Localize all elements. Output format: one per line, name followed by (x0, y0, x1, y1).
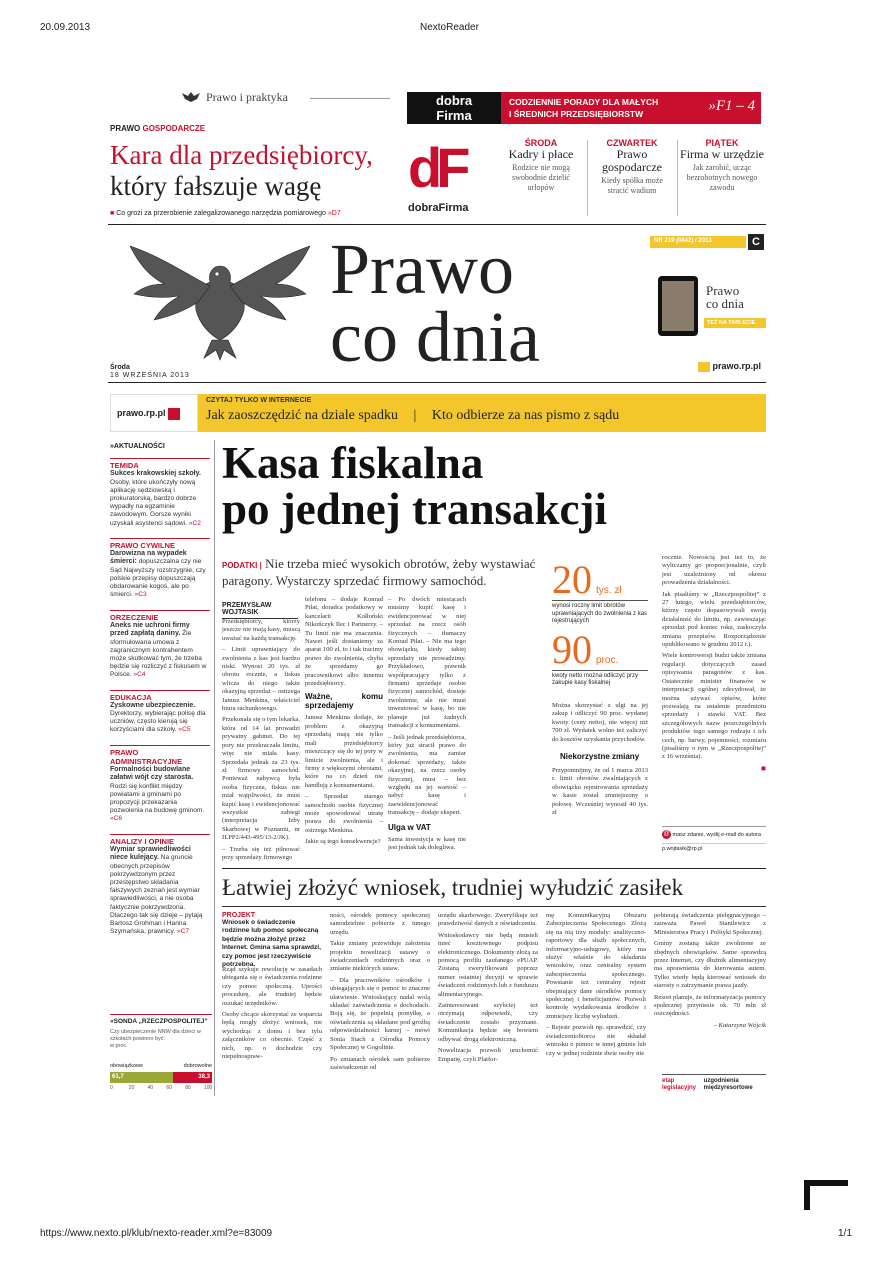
paragraph: Sama inwestycja w kasę nie jest jednak tak dolegliwa. (388, 835, 466, 852)
paragraph: Janusz Menkina dodaje, że problem z okazyjną sprzedażą mają nie tylko mali przedsiębiorcy mieszczący się do tej pory w limicie zwolnienia, ale i firmy z większymi obrotami, które na co dzień nie handlują z konsumentami. (305, 714, 383, 789)
paragraph: – Sprzedaż starego samochodu osobie fizycznej może spowodować utratę prawa do zwolnienia – ostrzega Menkina. (305, 793, 383, 834)
section-logo: Prawo i praktyka (180, 88, 340, 106)
paragraph: Przekonała się o tym lekarka, która od 14 lat prowadzi prywatny gabinet. Do tej pory nie przekraczała limitu, więc nie miała kasy. Sprzedała jednak za 23 tys. zł firmowy samochód. Ponieważ nabywcą była osoba fizyczna, fiskus nie miał wątpliwości, że musi kupić kasę i ewidencjonować wszystkie zabiegi (interpretacja Izby Skarbowej w Poznaniu, nr ILPP2/443-495/13-2/JK). (222, 716, 300, 842)
eagle-emblem-icon (120, 236, 320, 362)
issue-date: 18 WRZEŚNIA 2013 (110, 372, 190, 379)
tablet-title: Prawo co dnia (706, 283, 744, 311)
sidebar-news-item[interactable] (110, 538, 210, 600)
second-lead: PROJEKT Wniosek o świadczenie rodzinne lub pomoc społeczną będzie można złożyć przez Internet. Gmina sama sprawdzi, czy pomoc jest rzeczywiście potrzebna. (222, 912, 321, 969)
promo-teaser: ■ Co grozi za przerobienie zalegalizowanego narzędzia pomiarowego »D7 (110, 210, 341, 217)
paragraph: – Jeśli jednak przedsiębiorca, który już stracił prawo do zwolnienia, ma zamiar dokonać sprzedaży, także okazyjnej, na rzecz osoby fizycznej, musi – bez względu na jej wartość – nabyć kasę i zaewidencjonować transakcję – dodaje ekspert. (388, 733, 466, 817)
second-col-5: pobierają świadczenia pielęgnacyjnego – zauważa Paweł Stanilewicz z Ministerstwa Pracy i Polityki Społecznej. Gminy zostaną także zwolnione ze zbędnych obowiązków. Same sprawdzą przez Internet, czy dłużnik alimentacyjny ma uprawnienia do kierowania autem. Tylko wtedy będą kierować wniosek do starosty o zatrzymanie prawa jazdy. Resort planuje, że informatyzacja pomocy społecznej przyniesie ok. 70 mln zł oszczędności. – Katarzyna Wójcik (654, 912, 766, 1029)
paragraph: – Limit uprawniający do zwolnienia z kas jest bardzo niski. Wynosi 20 tys. zł obrotu rocznie, a fiskus wlicza do niego także okazyjną sprzedaż – ostrzega Janusz Menkina, właściciel biura rachunkowego. (222, 646, 300, 713)
author-contact[interactable]: @ masz zdanie, wyślij e-mail do autora p.wojtasik@rp.pl (662, 826, 766, 852)
paragraph: ności, ośrodek pomocy społecznej samodzielnie pobierze z innego urzędu. (330, 912, 430, 936)
sidebar-ref: »C3 (134, 591, 147, 599)
dobra-firma-badge: dobra Firma (407, 92, 501, 124)
sidebar-text: Dyrektorzy, wybierając polisę dla uczniów, często kierują się korzyściami dla szkoły. (110, 710, 206, 734)
internet-link[interactable]: Kto odbierze za nas pismo z sądu (431, 408, 620, 423)
main-deck: PODATKI | Nie trzeba mieć wysokich obrotów, żeby wystawiać paragony. Wystarczy sprzedać firmowy samochód. (222, 556, 536, 588)
paragraph: Rząd szykuje rewolucję w zasadach ubiegania się o świadczenia rodzinne czy pomoc społeczną. Uprości procedurę, ale trudniej będzie oszukać urzędników. (222, 966, 322, 1007)
sidebar-head: Wymiar sprawiedliwości niece kulejący. (110, 845, 191, 862)
paragraph: – Rejestr pozwoli np. sprawdzić, czy świadczeniobiorca nie składał wniosku o pomoc w innej gminie lub czy w jednej rodzinie dwie osoby nie (546, 1024, 646, 1057)
legislative-stage: etap legislacyjny uzgodnienia międzyresortowe (662, 1074, 766, 1092)
poll-axis-tick: 20 (128, 1085, 135, 1091)
sidebar-tag: EDUKACJA (110, 690, 210, 702)
sidebar-news-item[interactable] (110, 690, 210, 735)
paragraph: Gminy zostaną także zwolnione ze zbędnych obowiązków. Same sprawdzą przez Internet, czy dłużnik alimentacyjny ma uprawnienia do kierowania autem. Tylko wtedy będą kierować wniosek do starosty o zatrzymanie prawa jazdy. (654, 940, 766, 990)
sidebar-news-item[interactable] (110, 745, 210, 824)
paragraph: mę Komunikacyjną Obszaru Zabezpieczenia Społecznego. Złożą się na nią trzy moduły: analityczno-raportowy dla służb społecznych, informacyjno-usługowy, który ma służyć właśnie do składania wniosków, oraz centralny system zabezpieczenia społecznego. Powstanie też centralny rejestr obejmujący dane ośrodków pomocy społecznej i beneficjantów. Pozwoli kontrolę wydatkowania środków i zmniejszy liczbę wyłudzeń. (546, 912, 646, 1020)
news-sidebar: »AKTUALNOŚCI TEMIDA Sukces krakowskiej szkoły. Osoby, które ukończyły nową aplikację sędziowską i prokuratorską, bardzo dobrze wypadły na egzaminie zawodowym. Gorsze wyniki uzyskali asystenci sądowi. »C2 PRAWO CYWILNE Darowizna na wypadek śmierci: dopuszczalna czy nie Sąd Najwyższy rozstrzygnie, czy polskie przepisy dopuszczają obdarowanie kogoś, ale po śmierci. »C3 ORZECZENIE Aneks nie uchroni firmy przed zapłatą daniny. Źle sformułowana umowa z zagranicznym kontrahentem może skutkować tym, że trzeba będzie się rozliczyć z fiskusem w Polsce. »C4 EDUKACJA Zyskowne ubezpieczenie. Dyrektorzy, wybierając polisę dla uczniów, często kierują się korzyściami dla szkoły. »C5 PRAWO ADMINISTRACYJNE Formalności budowlane załatwi wójt czy starosta. Rodzi się konflikt między powiatami a gminami po propozycji przekazania pozwolenia na budowę gminom. »C6 ANALIZY I OPINIE Wymiar sprawiedliwości niece kulejący. Na gruncie obecnych przepisów pokrzywdzonym przez przestępstwo składania fałszywych zeznań jest wymiar sprawiedliwości, a nie osoba faktycznie pokrzywdzona. Dlaczego tak się dzieje – pytają Bartosz Grohman i Hanna Szymańska, prawnicy. »C7 (110, 443, 210, 947)
sidebar-text: Źle sformułowana umowa z zagranicznym kontrahentem może skutkować tym, że trzeba będzie się rozliczyć z fiskusem w Polsce. (110, 630, 207, 679)
masthead-title-1: Prawo (330, 229, 514, 309)
poll-axis-tick: 40 (147, 1085, 154, 1091)
sidebar-head: Formalności budowlane załatwi wójt czy starosta. (110, 765, 194, 782)
poll-axis-tick: 100 (204, 1085, 213, 1091)
paragraph: Wiele kontrowersji budzi także zmiana regulacji dotyczących zasad opisywania paragonów z kas. Ostatecznie minister finansów w interpretacji ogólnej zdecydował, że można używać opisów, które pozwalają na ustalenie przedmiotu sprzedaży i stawki VAT. Bez szczegółowych nazw poszczególnych produktów tego samego rodzaju i ich cech, np. barwy, pojemności, rozmiaru (pisaliśmy o tym w „Rzeczpospolitej” z 16 września). (662, 652, 766, 761)
sidebar-tag: PRAWO ADMINISTRACYJNE (110, 745, 210, 766)
sidebar-tag: ORZECZENIE (110, 610, 210, 622)
tablet-icon (658, 276, 698, 336)
dobra-firma-banner[interactable]: CODZIENNIE PORADY DLA MAŁYCH I ŚREDNICH PRZEDSIĘBIORSTW »F1 – 4 (501, 92, 761, 124)
sidebar-head: Aneks nie uchroni firmy przed zapłatą daniny. (110, 621, 190, 638)
paragraph: Takie zmiany przewiduje założenia projektu nowelizacji ustawy o świadczeniach rodzinnych oraz o zmianie niektórych ustaw. (330, 940, 430, 973)
day-box[interactable]: ŚRODA Kadry i płace Rodzice nie mogą swobodnie dzielić urlopów (508, 138, 574, 192)
dobra-firma-logo-text: dobraFirma (408, 202, 469, 214)
main-col-4: Można skorzystać z ulgi na jej zakup i odliczyć 90 proc. wydanej kwoty (ceny netto), nie więcej niż 700 zł. Wydatek wolno też zaliczyć do kosztów uzyskania przychodów. Niekorzystne zmiany Przypomnijmy, że od 1 marca 2013 r. limit obrotów zwalniających z obowiązku rejestrowania sprzedaży w kasie został zmniejszony o połowę. Wcześniej wynosił 40 tys. zł (552, 702, 648, 817)
paragraph: Wnioskodawcy nie będą musieli mieć kosztownego podpisu elektronicznego. Dokumenty złożą za pomocą profilu zaufanego ePUAP. Zostaną zweryfikowani poprzez numer ostatniej decyzji w sprawie świadczeń rodzinnych lub z funduszu alimentacyjnego. (438, 931, 538, 998)
paragraph: – Po dwóch miesiącach musimy kupić kasę i ewidencjonować w niej sprzedaż na rzecz osób fizycznych – tłumaczy Konrad Piłat. – Nie ma tego obowiązku, kiedy takiej sprzedaży nie prowadzimy. Przykładowo, prawnik współpracujący tylko z firmami sprzedaje osobie fizycznej samochód, dostaje zwolnienie, ale nie musi inwestować w kasę, bo nie planuje już żadnych transakcji z konsumentami. (388, 596, 466, 730)
second-col-4 (546, 912, 646, 1061)
paragraph: telefonu – dodaje Konrad Piłat, doradca podatkowy w kancelarii Kołłoński Nikończyk Ilec i Partnerzy. – Tu limit nie ma znaczenia. Nawet jeśli dostaniemy za aparat 100 zł, to i tak tracimy prawo do zwolnienia, chyba że sprzedamy go pracownikowi albo innemu przedsiębiorcy. (305, 596, 383, 688)
paragraph: Przedsiębiorcy, którzy jeszcze nie mają kasy, muszą uważać na każdą transakcję. (222, 618, 300, 642)
internet-banner[interactable]: prawo.rp.pl CZYTAJ TYLKO W INTERNECIE Jak zaoszczędzić na dziale spadku | Kto odbierze za nas pismo z sądu (110, 394, 766, 432)
day-box[interactable]: PIĄTEK Firma w urzędzie Jak zarobić, ucząc bezrobotnych nowego zawodu (680, 138, 764, 192)
edition-mark: C (748, 234, 764, 250)
promo-headline-2[interactable]: który fałszuje wagę (110, 171, 322, 201)
sidebar-ref: »C7 (176, 928, 190, 936)
rp-logo-icon (168, 408, 180, 420)
paragraph: Można skorzystać z ulgi na jej zakup i odliczyć 90 proc. wydanej kwoty (ceny netto), nie więcej niż 700 zł. Wydatek wolno też zaliczyć do kosztów uzyskania przychodów. (552, 702, 648, 743)
main-col-2: telefonu – dodaje Konrad Piłat, doradca podatkowy w kancelarii Kołłoński Nikończyk Ilec i Partnerzy. – Tu limit nie ma znaczenia. Nawet jeśli dostaniemy za aparat 100 zł, to i tak tracimy prawo do zwolnienia, chyba że sprzedamy go pracownikowi albo innemu przedsiębiorcy. Ważne, komu sprzedajemy Janusz Menkina dodaje, że problem z okazyjną sprzedażą mają nie tylko mali przedsiębiorcy mieszczący się do tej pory w limicie zwolnienia, ale i firmy z większymi obrotami, które na co dzień nie handlują z konsumentami. – Sprzedaż starego samochodu osobie fizycznej może spowodować utratę prawa do zwolnienia – ostrzega Menkina. Jakie są tego konsekwencje? (305, 596, 383, 846)
sidebar-tag: TEMIDA (110, 458, 210, 470)
at-icon: @ (663, 831, 670, 837)
arrow-icon (698, 362, 710, 372)
sidebar-ref: »C4 (133, 671, 146, 679)
sidebar-head: Sukces krakowskiej szkoły. (110, 470, 201, 477)
promo-kicker: PRAWO GOSPODARCZE (110, 124, 206, 133)
paragraph: Nowelizacja pozwoli uruchomić Empatię, czyli Platfor- (438, 1047, 538, 1063)
main-col-1 (222, 618, 300, 865)
sidebar-head: Darowizna na wypadek śmierci: (110, 549, 187, 566)
second-col-2 (330, 912, 430, 1075)
website-link[interactable]: prawo.rp.pl (698, 361, 761, 372)
sidebar-text: Na gruncie obecnych przepisów pokrzywdzonym przez przestępstwo składania fałszywych zeznań jest wymiar sprawiedliwości, a nie osoba faktycznie pokrzywdzona. Dlaczego tak się dzieje – pytają Bartosz Grohman i Hanna Szymańska, prawnicy. (110, 854, 203, 936)
sidebar-head: Zyskowne ubezpieczenie. (110, 701, 196, 709)
print-date: 20.09.2013 (40, 22, 91, 33)
paragraph: Zainteresowani szybciej też otrzymają odpowiedź, czy świadczenie zostało przyznane. Komunikacja będzie się bowiem odbywać drogą elektroniczną. (438, 1002, 538, 1043)
internet-banner-site: prawo.rp.pl (110, 394, 198, 432)
main-headline[interactable]: Kasa fiskalna po jednej transakcji (222, 438, 607, 534)
sidebar-ref: »C6 (110, 815, 123, 823)
second-col-1 (222, 966, 322, 1064)
sidebar-news-item[interactable] (110, 834, 210, 937)
crop-mark (804, 1180, 810, 1210)
promo-headline-1[interactable]: Kara dla przedsiębiorcy, (110, 140, 373, 170)
sidebar-tag: PRAWO CYWILNE (110, 538, 210, 550)
paragraph: Po zmianach ośrodek sam pobierze zaświadczenie od (330, 1055, 430, 1071)
issue-number: NR 219 (0842) / 2013 (650, 236, 746, 248)
paragraph: urzędu skarbowego. Zweryfikuje też prawdziwość danych z oświadczenia. (438, 912, 538, 928)
paragraph: rocznie. Nowością jest też to, że wyliczamy go proporcjonalnie, czyli jest uzależniony od okresu prowadzenia działalności. (662, 554, 766, 587)
tablet-tag: TEŻ NA TABLECIE (704, 318, 766, 328)
internet-link[interactable]: Jak zaoszczędzić na dziale spadku (206, 408, 399, 423)
sidebar-text: dopuszczalna czy nie Sąd Najwyższy rozstrzygnie, czy polskie przepisy dopuszczają obdarowanie kogoś, ale po śmierci. (110, 558, 206, 599)
masthead-title-2: co dnia (330, 297, 540, 377)
main-col-3: – Po dwóch miesiącach musimy kupić kasę i ewidencjonować w niej sprzedaż na rzecz osób fizycznych – tłumaczy Konrad Piłat. – Nie ma tego obowiązku, kiedy takiej sprzedaży nie prowadzimy. Przykładowo, prawnik współpracujący tylko z firmami sprzedaje osobie fizycznej samochód, dostaje zwolnienie, ale nie musi inwestować w kasę, bo nie planuje już żadnych transakcji z konsumentami. – Jeśli jednak przedsiębiorca, który już stracił prawo do zwolnienia, ma zamiar dokonać sprzedaży, także okazyjnej, na rzecz osoby fizycznej, musi – bez względu na jej wartość – nabyć kasę i zaewidencjonować transakcję – dodaje ekspert. Ulga w VAT Sama inwestycja w kasę nie jest jednak tak dolegliwa. (388, 596, 466, 852)
sidebar-text: Osoby, które ukończyły nową aplikację sędziowską i prokuratorską, bardzo dobrze wypadły na egzaminie zawodowym. Gorsze wyniki uzyskali asystenci sądowi. (110, 478, 197, 527)
issue-weekday: Środa (110, 364, 130, 371)
sidebar-text: Rodzi się konflikt między powiatami a gminami po propozycji przekazania pozwolenia na budowę gminom. (110, 782, 205, 815)
eagle-icon (180, 90, 202, 104)
day-box[interactable]: CZWARTEK Prawo gospodarcze Kiedy spółka może stracić wadium (601, 138, 663, 195)
paragraph: Osoby chcące skorzystać ze wsparcia będą mogły złożyć wniosek, nie wychodząc z domu i bez tylu załączników co obecnie. Część z nich, np. o dochodzie czy niepełnospraw- (222, 1011, 322, 1061)
poll-bar-b: 38,3 (173, 1072, 212, 1083)
paragraph: pobierają świadczenia pielęgnacyjnego – zauważa Paweł Stanilewicz z Ministerstwa Pracy i Polityki Społecznej. (654, 912, 766, 936)
sidebar-ref: »C5 (178, 726, 191, 734)
poll-bar-a: 61,7 (110, 1072, 173, 1083)
paragraph: Jakie są tego konsekwencje? (305, 838, 381, 846)
paragraph: Resort planuje, że informatyzacja pomocy społecznej przyniesie ok. 70 mln zł oszczędności. (654, 993, 766, 1018)
app-title: NextoReader (420, 22, 479, 33)
crop-mark (804, 1180, 848, 1186)
paragraph: – Trzeba się też pilnować przy sprzedaży firmowego (222, 845, 300, 861)
poll-axis-tick: 0 (110, 1085, 113, 1091)
sidebar-ref: »C2 (188, 519, 201, 527)
poll-box: »SONDA „RZECZPOSPOLITEJ” Czy ubezpieczenie NNW dla dzieci w szkołach powinno być: w proc. obowiązkowe dobrowolne 61,7 38,3 0 20 40 60 80 100 (110, 1014, 212, 1094)
second-col-3 (438, 912, 538, 1067)
author-email[interactable]: p.wojtasik@rp.pl (662, 843, 766, 852)
stat-box: 20 tys. zł wynosi roczny limit obrotów uprawniających do zwolnienia z kas rejestrujących 90 proc. kwoty netto można odliczyć przy zakupie kasy fiskalnej (552, 557, 648, 686)
paragraph: Przypomnijmy, że od 1 marca 2013 r. limit obrotów zwalniających z obowiązku rejestrowania sprzedaży w kasie został zmniejszony o połowę. Wcześniej wynosił 40 tys. zł (552, 767, 648, 817)
second-headline[interactable]: Łatwiej złożyć wniosek, trudniej wyłudzić zasiłek (222, 875, 684, 900)
sidebar-tag: ANALIZY I OPINIE (110, 834, 210, 846)
paragraph: – Dla pracowników ośrodków i ubiegających się o pomoc to znaczne ułatwienie. Wnioskujący nadal wolą składać zaświadczenia o dochodach. Boją się, że popełnią pomyłkę, a oświadczenia są składane pod groźbą odpowiedzialności karnej – mówi Sonia Stach z Ośrodka Pomocy Społecznej w Gogolinie. (330, 976, 430, 1052)
poll-axis-tick: 60 (166, 1085, 172, 1091)
poll-axis-tick: 80 (185, 1085, 191, 1091)
author: PRZEMYSŁAW WOJTASIK (222, 602, 298, 619)
main-col-5: rocznie. Nowością jest też to, że wyliczamy go proporcjonalnie, czyli jest uzależniony od okresu prowadzenia działalności. Jak pisaliśmy w „Rzeczpospolitej” z 27 lutego, wielu przedsiębiorców, którzy często dopasowywali swoją działalność do limitu, np. zawieszając sprzedaż pod koniec roku, zaskoczyła zmiana przepisów. Rozporządzenie opublikowano w grudniu 2012 r.). Wiele kontrowersji budzi także zmiana regulacji dotyczących zasad opisywania paragonów z kas. Ostatecznie minister finansów w interpretacji ogólnej zdecydował, że można używać opisów, które pozwalają na ustalenie przedmiotu sprzedaży i stawki VAT. Bez szczegółowych nazw poszczególnych produktów tego samego rodzaju i ich cech, np. barwy, pojemności, rozmiaru (pisaliśmy o tym w „Rzeczpospolitej” z 16 września). ◼ (662, 554, 766, 772)
page-url[interactable]: https://www.nexto.pl/klub/nexto-reader.xml?e=83009 (40, 1228, 273, 1239)
sidebar-news-item[interactable] (110, 610, 210, 680)
paragraph: Jak pisaliśmy w „Rzeczpospolitej” z 27 lutego, wielu przedsiębiorców, którzy często dopasowywali swoją działalność do limitu, np. zawieszając sprzedaż pod koniec roku, zaskoczyła zmiana przepisów. Rozporządzenie opublikowano w grudniu 2012 r.). (662, 590, 766, 649)
page-count: 1/1 (838, 1228, 852, 1239)
dobra-firma-logo-mark: dF (408, 136, 465, 199)
sidebar-news-item[interactable] (110, 458, 210, 528)
